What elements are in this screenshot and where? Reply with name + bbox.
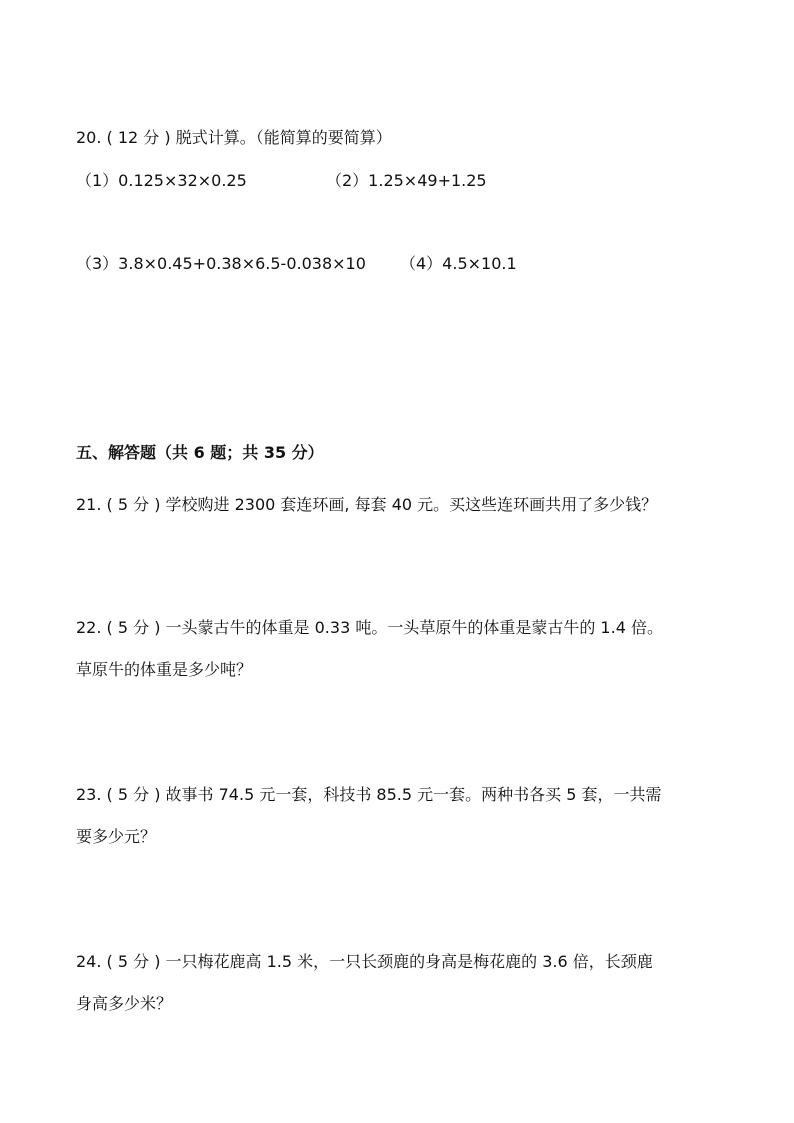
question-24-line-1: 24. ( 5 分 ) 一只梅花鹿高 1.5 米，一只长颈鹿的身高是梅花鹿的 3.6 倍，长颈鹿: [76, 952, 653, 971]
question-20-item-1: （1）0.125×32×0.25: [76, 171, 247, 190]
question-21: 21. ( 5 分 ) 学校购进 2300 套连环画, 每套 40 元。买这些连环画共用了多少钱？: [76, 495, 658, 514]
question-22-line-1: 22. ( 5 分 ) 一头蒙古牛的体重是 0.33 吨。一头草原牛的体重是蒙古牛的 1.4 倍。: [76, 618, 663, 637]
question-23-line-1: 23. ( 5 分 ) 故事书 74.5 元一套，科技书 85.5 元一套。两种书各买 5 套，一共需: [76, 785, 662, 804]
question-22-line-2: 草原牛的体重是多少吨？: [76, 660, 253, 679]
question-24-line-2: 身高多少米？: [76, 994, 173, 1013]
section-5-title: 五、解答题（共 6 题；共 35 分）: [76, 443, 324, 462]
question-23-line-2: 要多少元？: [76, 827, 157, 846]
question-20-item-3: （3）3.8×0.45+0.38×6.5-0.038×10: [76, 254, 366, 273]
question-20-item-4: （4）4.5×10.1: [400, 254, 517, 273]
question-20-header: 20. ( 12 分 ) 脱式计算。（能简算的要简算）: [76, 128, 392, 147]
question-20-item-2: （2）1.25×49+1.25: [326, 171, 487, 190]
